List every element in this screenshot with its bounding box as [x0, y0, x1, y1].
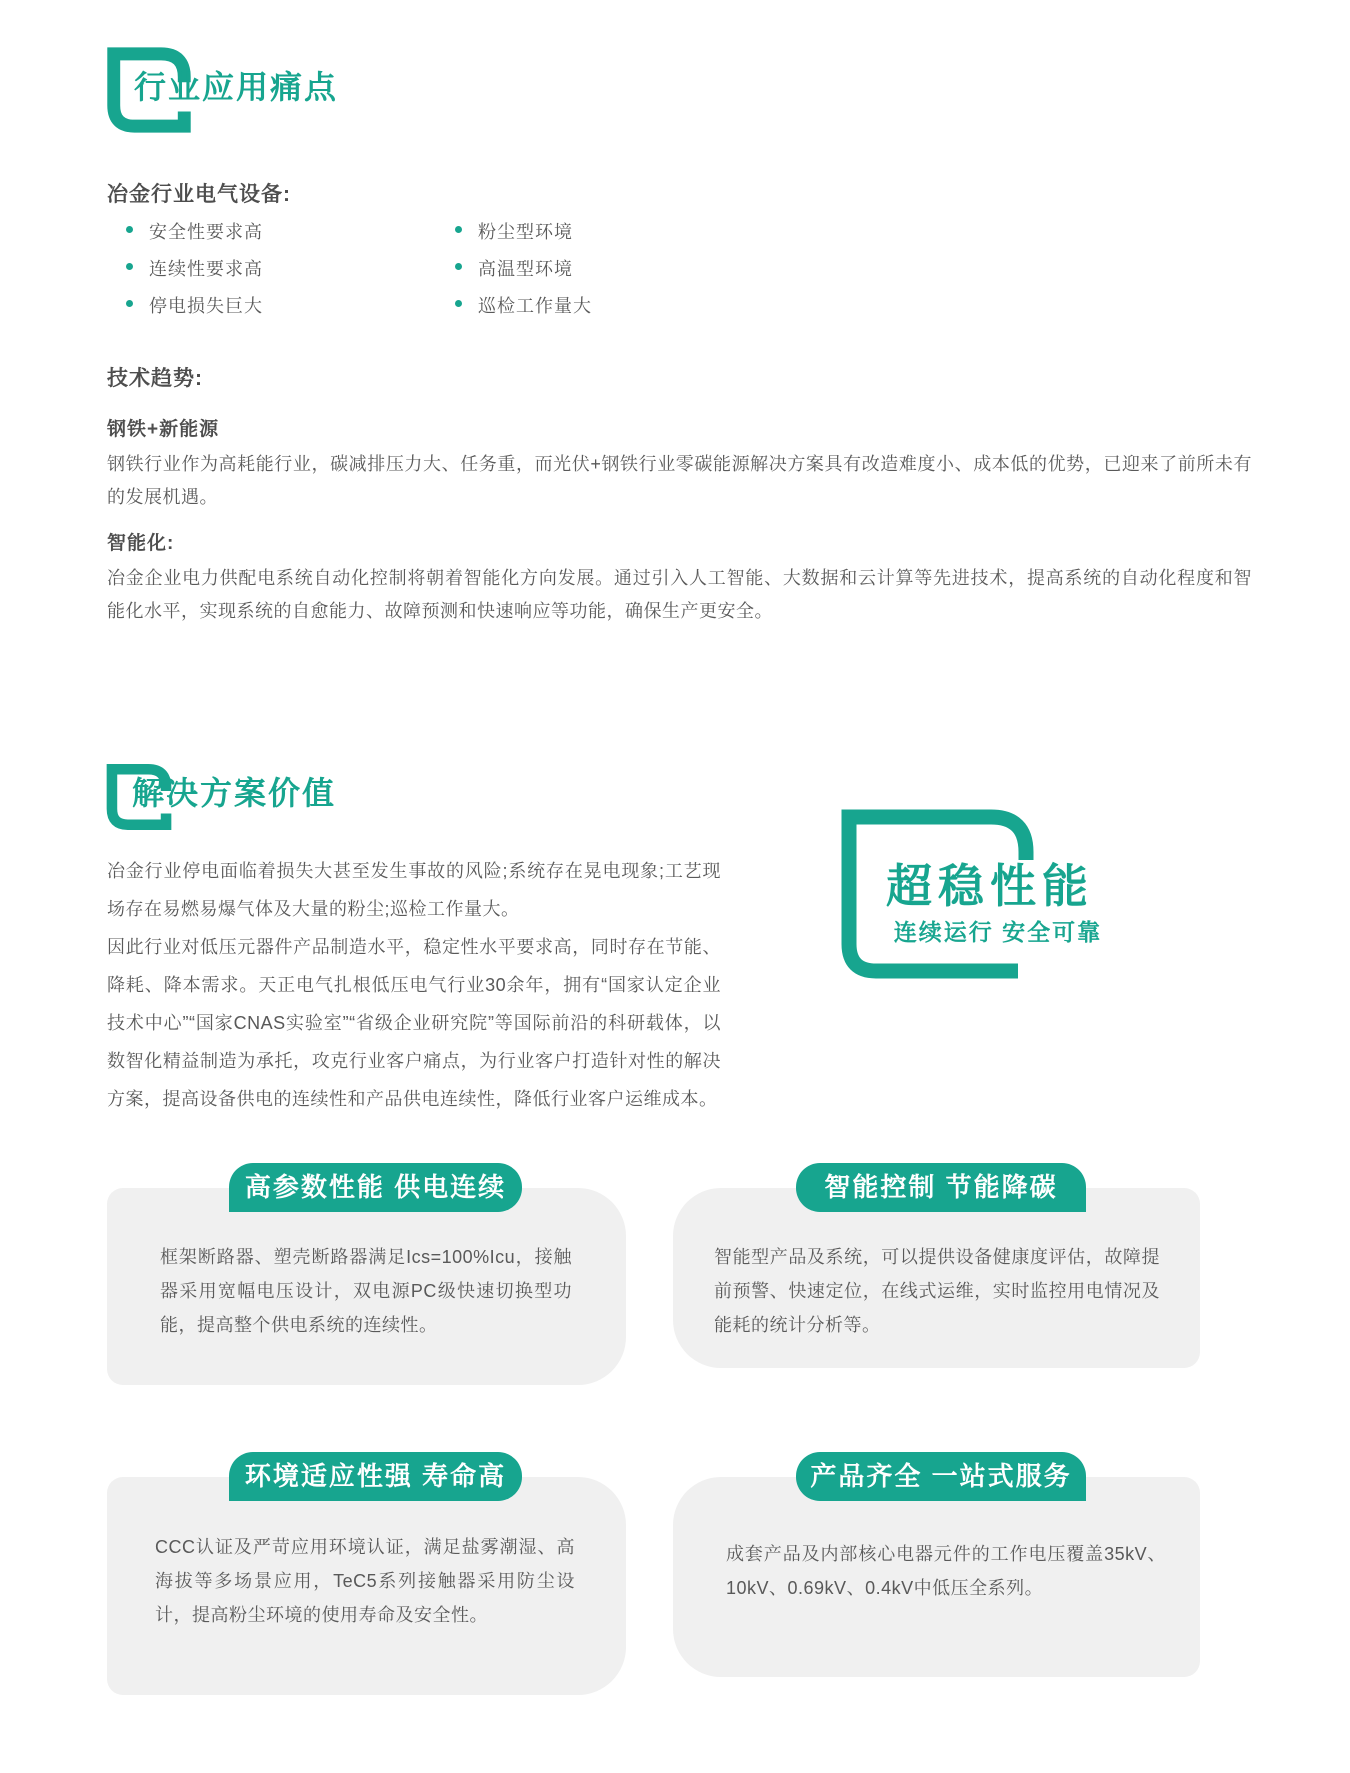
bullet-item: [126, 292, 263, 329]
bullet-list-right: [455, 218, 592, 329]
card-body-text: 智能型产品及系统，可以提供设备健康度评估，故障提前预警、快速定位，在线式运维，实时监控用电情况及能耗的统计分析等。: [714, 1247, 1160, 1335]
section-title-pain-points: 行业应用痛点: [134, 69, 339, 105]
trend-smart-text: 冶金企业电力供配电系统自动化控制将朝着智能化方向发展。通过引入人工智能、大数据和云计算等先进技术，提高系统的自动化程度和智能化水平，实现系统的自愈能力、故障预测和快速响应等功能，确保生产更安全。: [107, 568, 1252, 621]
equipment-heading: 冶金行业电气设备:: [107, 183, 291, 206]
card-body-text: 框架断路器、塑壳断路器满足Ics=100%Icu，接触器采用宽幅电压设计，双电源PC级快速切换型功能，提高整个供电系统的连续性。: [160, 1247, 572, 1335]
section-title-solution-value: 解决方案价值: [132, 775, 337, 811]
bullet-dot-icon: [126, 263, 133, 270]
card-body-text: 成套产品及内部核心电器元件的工作电压覆盖35kV、10kV、0.69kV、0.4kV中低压全系列。: [726, 1544, 1166, 1598]
card-body-text: CCC认证及严苛应用环境认证，满足盐雾潮湿、高海拔等多场景应用，TeC5系列接触器采用防尘设计，提高粉尘环境的使用寿命及安全性。: [155, 1537, 575, 1625]
bullet-dot-icon: [455, 263, 462, 270]
trend-smart-heading: 智能化:: [107, 533, 175, 554]
card-banner: 环境适应性强 寿命高: [229, 1452, 522, 1501]
trend-steel-heading: 钢铁+新能源: [107, 419, 220, 440]
bullet-item: [455, 255, 592, 292]
value-paragraph-2: 因此行业对低压元器件产品制造水平，稳定性水平要求高，同时存在节能、降耗、降本需求。天正电气扎根低压电气行业30余年，拥有“国家认定企业技术中心”“国家CNAS实验室”“省级企业研究院”等国际前沿的科研载体，以数智化精益制造为承托，攻克行业客户痛点，为行业客户打造针对性的解决方案，提高设备供电的连续性和产品供电连续性，降低行业客户运维成本。: [107, 937, 721, 1109]
bullet-label: 安全性要求高: [149, 222, 263, 242]
trend-steel-text: 钢铁行业作为高耗能行业，碳减排压力大、任务重，而光伏+钢铁行业零碳能源解决方案具有改造难度小、成本低的优势，已迎来了前所未有的发展机遇。: [107, 454, 1252, 507]
bullet-dot-icon: [126, 300, 133, 307]
bullet-dot-icon: [455, 226, 462, 233]
callout-subtitle: 连续运行 安全可靠: [893, 919, 1103, 945]
card-banner: 智能控制 节能降碳: [796, 1163, 1086, 1212]
bullet-item: [455, 292, 592, 329]
bullet-item: [126, 218, 263, 255]
bullet-label: 巡检工作量大: [478, 296, 592, 316]
bullet-label: 停电损失巨大: [149, 296, 263, 316]
callout-stable-performance: [840, 808, 1130, 988]
bullet-label: 连续性要求高: [149, 259, 263, 279]
value-paragraph-1: 冶金行业停电面临着损失大甚至发生事故的风险;系统存在晃电现象;工艺现场存在易燃易爆气体及大量的粉尘;巡检工作量大。: [107, 861, 721, 919]
trends-heading: 技术趋势:: [107, 367, 203, 390]
bullet-label: 粉尘型环境: [478, 222, 573, 242]
bullet-item: [126, 255, 263, 292]
bullet-dot-icon: [455, 300, 462, 307]
card-banner: 产品齐全 一站式服务: [796, 1452, 1086, 1501]
card-banner: 高参数性能 供电连续: [229, 1163, 522, 1212]
bullet-item: [455, 218, 592, 255]
bullet-list-left: [126, 218, 263, 329]
bullet-dot-icon: [126, 226, 133, 233]
bullet-label: 高温型环境: [478, 259, 573, 279]
callout-title: 超稳性能: [886, 860, 1094, 912]
